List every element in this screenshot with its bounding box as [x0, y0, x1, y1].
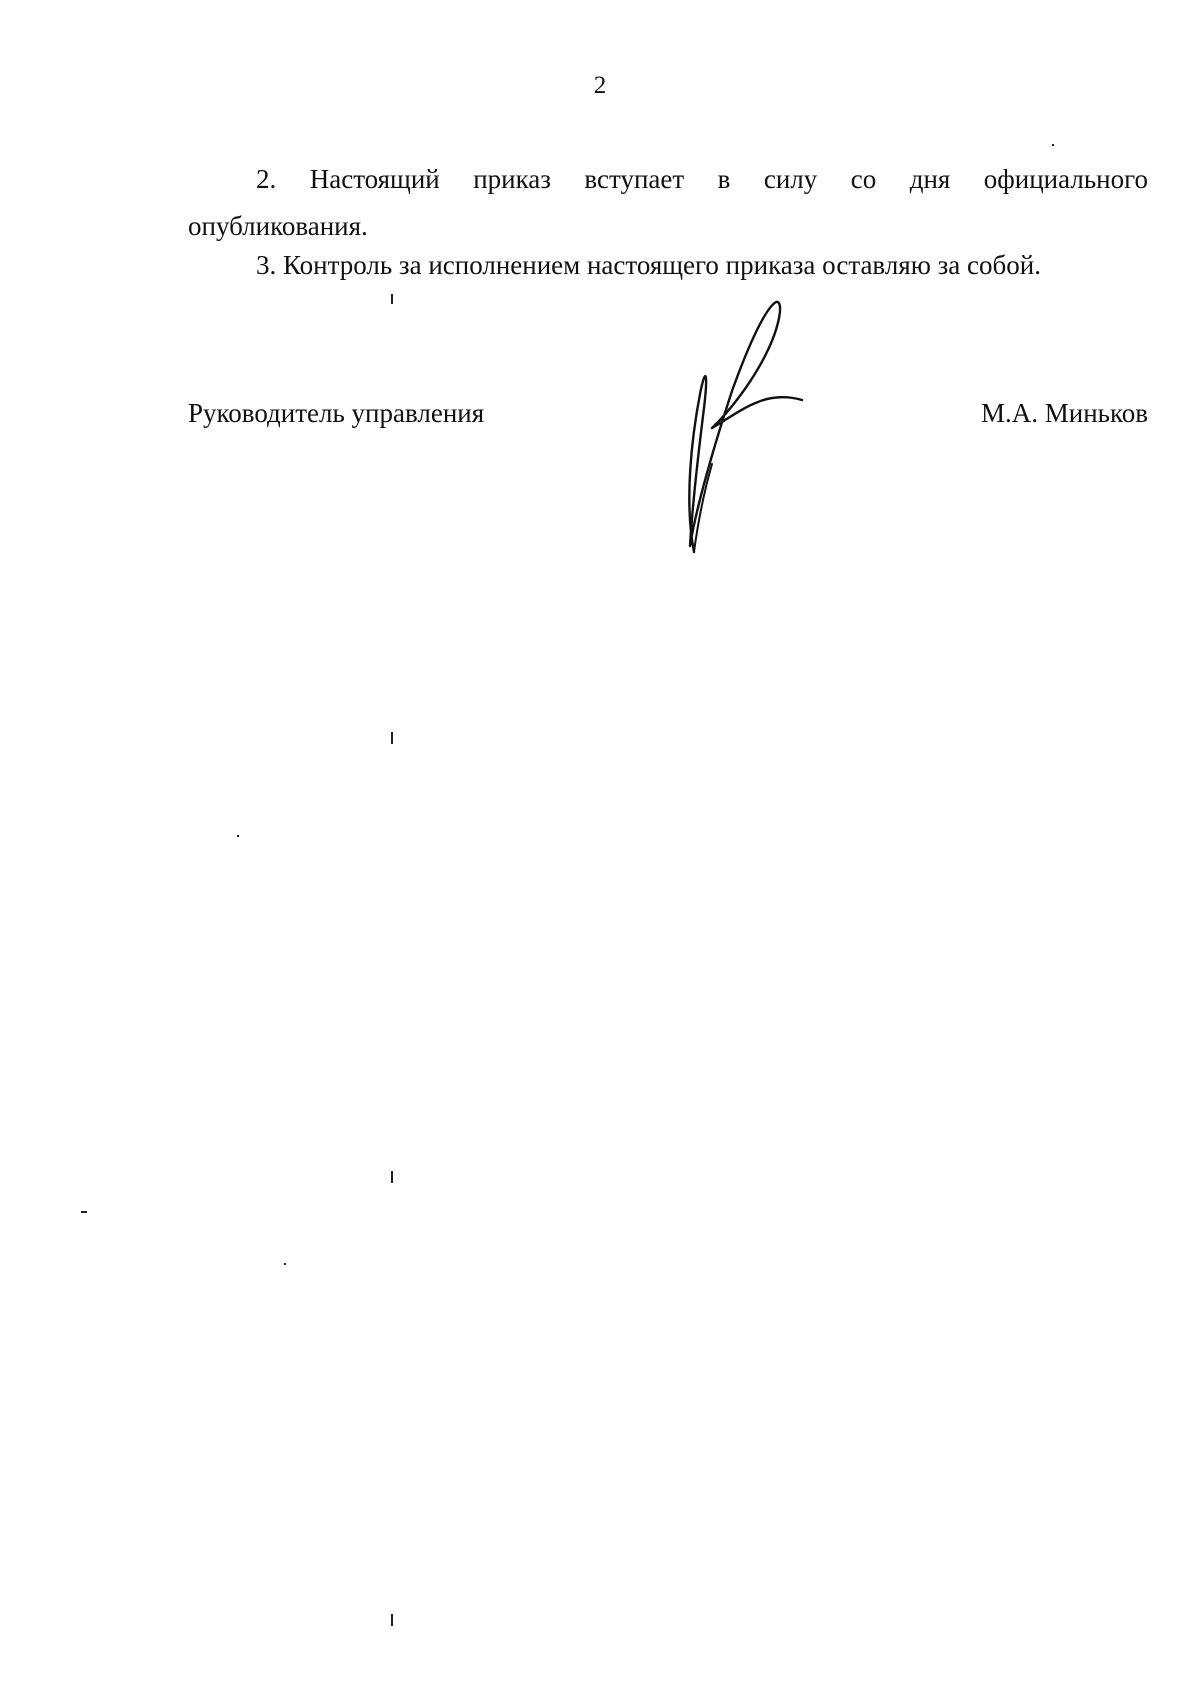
signer-position-title: Руководитель управления [188, 398, 485, 428]
paragraph-item-3: 3. Контроль за исполнением настоящего приказа оставляю за собой. [256, 250, 1041, 280]
scan-artifact-mark [237, 835, 239, 837]
scan-artifact-mark [81, 1211, 87, 1213]
scan-artifact-mark [284, 1263, 286, 1265]
scan-artifact-mark [1052, 144, 1054, 146]
scan-artifact-mark [391, 1171, 393, 1183]
handwritten-signature-icon [670, 296, 810, 558]
signer-name: М.А. Миньков [981, 398, 1148, 428]
scan-artifact-mark [391, 732, 393, 744]
scan-artifact-mark [391, 294, 393, 304]
scan-artifact-mark [391, 1614, 393, 1626]
page-number: 2 [593, 72, 607, 99]
paragraph-item-2: 2. Настоящий приказ вступает в силу со дня официального опубликования. [188, 164, 1148, 241]
